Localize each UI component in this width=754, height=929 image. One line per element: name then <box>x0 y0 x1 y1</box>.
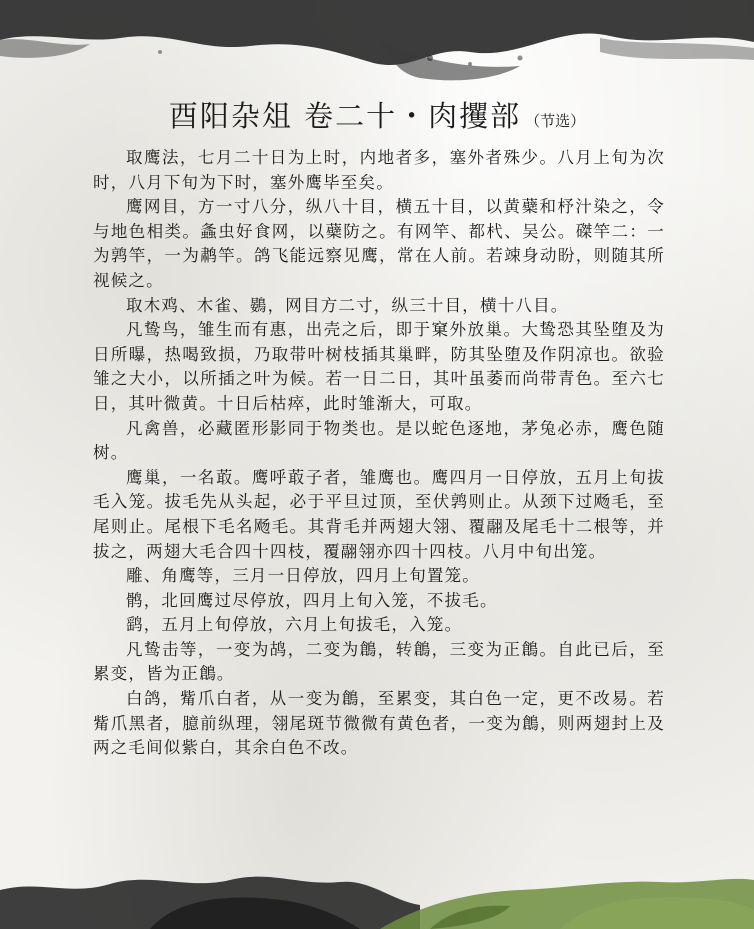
paragraph: 凡鸷击等，一变为鸪，二变为鶬，转鶬，三变为正鶬。自此已后，至累变，皆为正鶬。 <box>93 639 665 684</box>
paragraph: 鹰巢，一名菆。鹰呼菆子者，雏鹰也。鹰四月一日停放，五月上旬拔毛入笼。拔毛先从头起，必于平旦过顶，至伏鹑则止。从颈下过飏毛，至尾则止。尾根下毛名飏毛。其背毛并两翅大翎、覆翮及尾毛十二根等，并拔之，两翅大毛合四十四枝，覆翮翎亦四十四枝。八月中旬出笼。 <box>93 467 665 561</box>
paragraph: 取木鸡、木雀、鷃，网目方二寸，纵三十目，横十八目。 <box>126 295 569 315</box>
title-subtitle: （节选） <box>525 112 586 130</box>
paragraph: 雕、角鹰等，三月一日停放，四月上旬置笼。 <box>126 566 480 586</box>
paragraph: 鹘，北回鹰过尽停放，四月上旬入笼，不拔毛。 <box>126 590 498 610</box>
paragraph: 取鹰法，七月二十日为上时，内地者多，塞外者殊少。八月上旬为次时，八月下旬为下时，塞外鹰毕至矣。 <box>93 148 665 192</box>
paragraph: 凡鸷鸟，雏生而有惠，出壳之后，即于窠外放巢。大鸷恐其坠堕及为日所曝，热喝致损，乃取带叶树枝插其巢畔，防其坠堕及作阴凉也。欲验雏之大小，以所插之叶为候。若一日二日，其叶虽萎而尚带青色。至六七日，其叶微黄。十日后枯瘁，此时雏渐大，可取。 <box>93 320 665 413</box>
paragraph: 鹰网目，方一寸八分，纵八十目，横五十目，以黄蘗和杼汁染之，令与地色相类。螽虫好食网，以蘗防之。有网竿、都杙、吴公。磔竿二：一为鹑竿，一为鹔竿。鸽飞能远察见鹰，常在人前。若竦身动盼，则随其所视候之。 <box>93 197 665 290</box>
page-title <box>0 94 754 135</box>
paragraph: 鹞，五月上旬停放，六月上旬拔毛，入笼。 <box>126 615 463 635</box>
paragraph: 白鸽，觜爪白者，从一变为鶬，至累变，其白色一定，更不改易。若觜爪黑者，臆前纵理，翎尾斑节微微有黄色者，一变为鶬，则两翅封上及两之毛间似紫白，其余白色不改。 <box>93 689 665 758</box>
text-body <box>93 146 665 761</box>
title-main: 酉阳杂俎 卷二十・肉攫部 <box>168 99 522 133</box>
paragraph: 凡禽兽，必藏匿形影同于物类也。是以蛇色逐地，茅兔必赤，鹰色随树。 <box>93 418 665 463</box>
